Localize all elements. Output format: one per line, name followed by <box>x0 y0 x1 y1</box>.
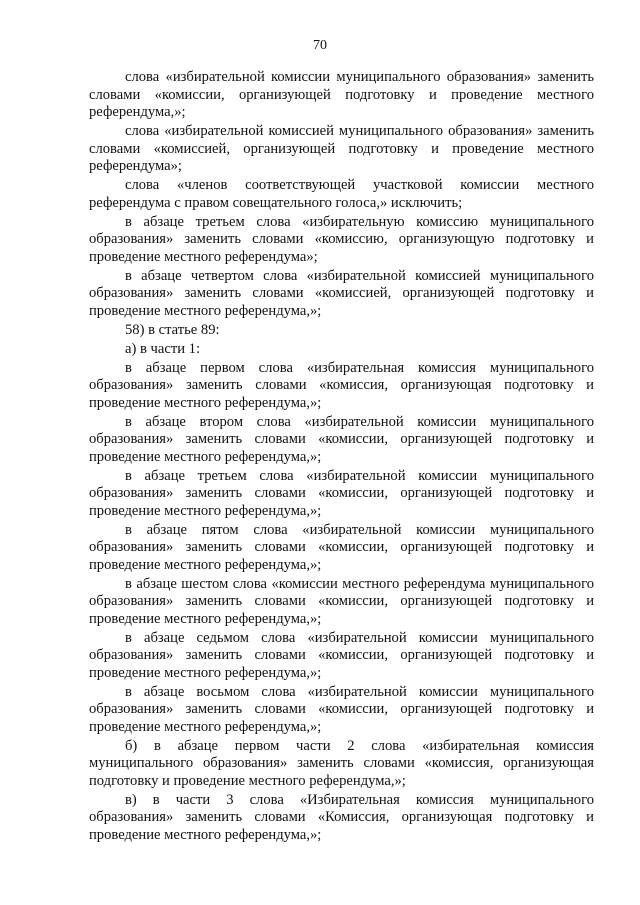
paragraph: в абзаце четвертом слова «избирательной комиссией муниципального образования» заменить словами «комиссией, организующей подготовку и проведение местного референдума,»; <box>89 267 594 319</box>
paragraph: б) в абзаце первом части 2 слова «избирательная комиссия муниципального образования» заменить словами «комиссия, организующая подготовку и проведение местного референдума,»; <box>89 737 594 789</box>
paragraph: 58) в статье 89: <box>125 321 220 338</box>
paragraph: в абзаце первом слова «избирательная комиссия муниципального образования» заменить словами «комиссия, организующая подготовку и проведение местного референдума,»; <box>89 359 594 411</box>
paragraph: в абзаце третьем слова «избирательной комиссии муниципального образования» заменить словами «комиссии, организующей подготовку и проведение местного референдума,»; <box>89 467 594 519</box>
paragraph: слова «избирательной комиссии муниципального образования» заменить словами «комиссии, организующей подготовку и проведение местного референдума,»; <box>89 69 594 120</box>
paragraph: в абзаце седьмом слова «избирательной комиссии муниципального образования» заменить словами «комиссии, организующей подготовку и проведение местного референдума,»; <box>89 629 594 681</box>
paragraph: а) в части 1: <box>125 340 201 357</box>
document-body <box>89 69 594 846</box>
paragraph: в) в части 3 слова «Избирательная комиссия муниципального образования» заменить словами «Комиссия, организующая подготовку и проведение местного референдума,»; <box>89 791 594 843</box>
paragraph: в абзаце третьем слова «избирательную комиссию муниципального образования» заменить словами «комиссию, организующую подготовку и проведение местного референдума»; <box>89 213 594 265</box>
paragraph: в абзаце пятом слова «избирательной комиссии муниципального образования» заменить словами «комиссии, организующей подготовку и проведение местного референдума,»; <box>89 521 594 573</box>
paragraph: слова «членов соответствующей участковой комиссии местного референдума с правом совещательного голоса,» исключить; <box>89 177 594 211</box>
paragraph: в абзаце втором слова «избирательной комиссии муниципального образования» заменить словами «комиссии, организующей подготовку и проведение местного референдума,»; <box>89 413 594 465</box>
paragraph: в абзаце восьмом слова «избирательной комиссии муниципального образования» заменить словами «комиссии, организующей подготовку и проведение местного референдума,»; <box>89 683 594 735</box>
page-number: 70 <box>313 38 327 53</box>
paragraph: слова «избирательной комиссией муниципального образования» заменить словами «комиссией, организующей подготовку и проведение местного референдума»; <box>89 123 594 174</box>
paragraph: в абзаце шестом слова «комиссии местного референдума муниципального образования» заменить словами «комиссии, организующей подготовку и проведение местного референдума,»; <box>89 575 594 627</box>
